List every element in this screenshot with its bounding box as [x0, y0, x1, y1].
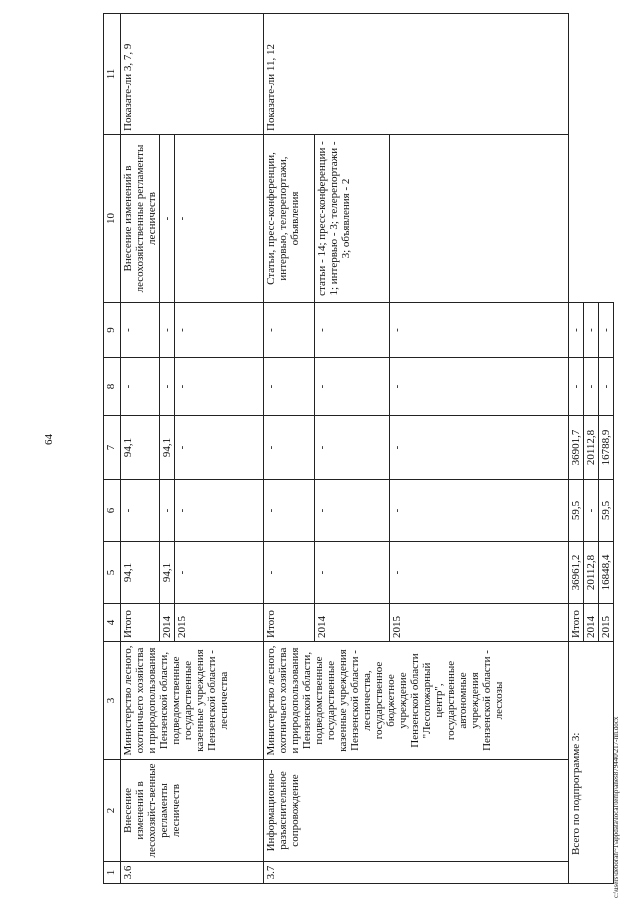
cell-value: -: [315, 358, 390, 416]
total-value: -: [599, 358, 614, 416]
total-value: -: [584, 358, 599, 416]
page-number: 64: [43, 434, 55, 445]
cell-value: -: [175, 542, 264, 604]
cell-value: -: [315, 416, 390, 480]
cell-value: -: [175, 358, 264, 416]
subprogram-table: [103, 13, 614, 884]
footer-file-path: c:\users\deborah~1\appdata\local\temp\anes879440\217-пп.docx: [612, 716, 620, 898]
total-value: 20112,8: [584, 416, 599, 480]
col-header: 6: [104, 480, 121, 542]
executor: Министерство лесного, охотничьего хозяйства и природопользования Пензенской области, подведомственные государственные казенные учреждения Пензенской области - лесничества: [121, 642, 264, 760]
cell-value: -: [264, 303, 315, 358]
total-value: -: [599, 303, 614, 358]
cell-value: -: [121, 480, 160, 542]
cell-value: -: [175, 480, 264, 542]
total-value: 59,5: [599, 480, 614, 542]
period: Итого: [569, 604, 584, 642]
col-header: 2: [104, 760, 121, 862]
cell-value: -: [264, 480, 315, 542]
cell-value: 94,1: [160, 542, 175, 604]
cell-value: -: [160, 303, 175, 358]
result-description: Статьи, пресс-конференции, интервью, телерепортажи, объявления: [264, 135, 315, 303]
total-value: -: [569, 303, 584, 358]
indicators-ref: Показате-ли 11, 12: [264, 14, 569, 135]
col-header: 1: [104, 862, 121, 884]
cell-value: -: [175, 135, 264, 303]
measure-name: Информационно-разъяснительное сопровождение: [264, 760, 569, 862]
cell-value: 94,1: [121, 542, 160, 604]
total-value: 59,5: [569, 480, 584, 542]
row-number: 3.6: [121, 862, 264, 884]
col-header: 8: [104, 358, 121, 416]
total-value: -: [584, 303, 599, 358]
period: 2014: [160, 604, 175, 642]
measure-name: Внесение изменений в лесохозяйст-венные регламенты лесничеств: [121, 760, 264, 862]
cell-value: -: [264, 416, 315, 480]
column-number-row: [104, 14, 121, 884]
period: Итого: [264, 604, 315, 642]
period: 2015: [599, 604, 614, 642]
cell-value: -: [160, 135, 175, 303]
table-row: [121, 14, 160, 884]
result-description: Внесение изменений в лесохозяйственные регламенты лесничеств: [121, 135, 160, 303]
cell-value: -: [390, 480, 569, 542]
total-label: Всего по подпрограмме 3:: [569, 642, 614, 884]
col-header: 10: [104, 135, 121, 303]
cell-value: -: [390, 416, 569, 480]
total-row: [569, 14, 584, 884]
cell-value: -: [175, 416, 264, 480]
cell-value: -: [264, 358, 315, 416]
cell-value: [390, 135, 569, 303]
period: 2015: [175, 604, 264, 642]
col-header: 11: [104, 14, 121, 135]
col-header: 9: [104, 303, 121, 358]
cell-value: -: [160, 358, 175, 416]
cell-value: -: [264, 542, 315, 604]
cell-value: -: [390, 542, 569, 604]
cell-value: -: [121, 303, 160, 358]
period: 2014: [315, 604, 390, 642]
period: 2015: [390, 604, 569, 642]
subprogram-table-frame: [103, 14, 612, 884]
row-number: 3.7: [264, 862, 569, 884]
cell-value: -: [315, 542, 390, 604]
period: 2014: [584, 604, 599, 642]
executor: Министерство лесного, охотничьего хозяйства и природопользования Пензенской области, подведомственные государственные казенные учреждения Пензенской области - лесничества, государственное бюджетное учреждение Пензенской области "Лесопожарный центр", государственные автономные учреждения Пензенской области - лесхозы: [264, 642, 569, 760]
cell-value: -: [121, 358, 160, 416]
indicators-ref: Показате-ли 3, 7, 9: [121, 14, 264, 135]
col-header: 4: [104, 604, 121, 642]
period: Итого: [121, 604, 160, 642]
cell-value: -: [175, 303, 264, 358]
cell-value: -: [390, 303, 569, 358]
total-value: -: [569, 358, 584, 416]
cell-value: -: [315, 303, 390, 358]
total-value: 36961,2: [569, 542, 584, 604]
result-description: статьи - 14; пресс-конференции - 1; интервью - 3; телерепортажи - 3; объявления - 2: [315, 135, 390, 303]
cell-value: 94,1: [160, 416, 175, 480]
total-value: 36901,7: [569, 416, 584, 480]
cell-value: -: [315, 480, 390, 542]
col-header: 7: [104, 416, 121, 480]
cell-value: -: [390, 358, 569, 416]
total-value: 16848,4: [599, 542, 614, 604]
table-row: [264, 14, 315, 884]
empty-cell: [569, 14, 614, 303]
cell-value: 94,1: [121, 416, 160, 480]
total-value: -: [584, 480, 599, 542]
total-value: 16788,9: [599, 416, 614, 480]
total-value: 20112,8: [584, 542, 599, 604]
cell-value: -: [160, 480, 175, 542]
col-header: 5: [104, 542, 121, 604]
col-header: 3: [104, 642, 121, 760]
